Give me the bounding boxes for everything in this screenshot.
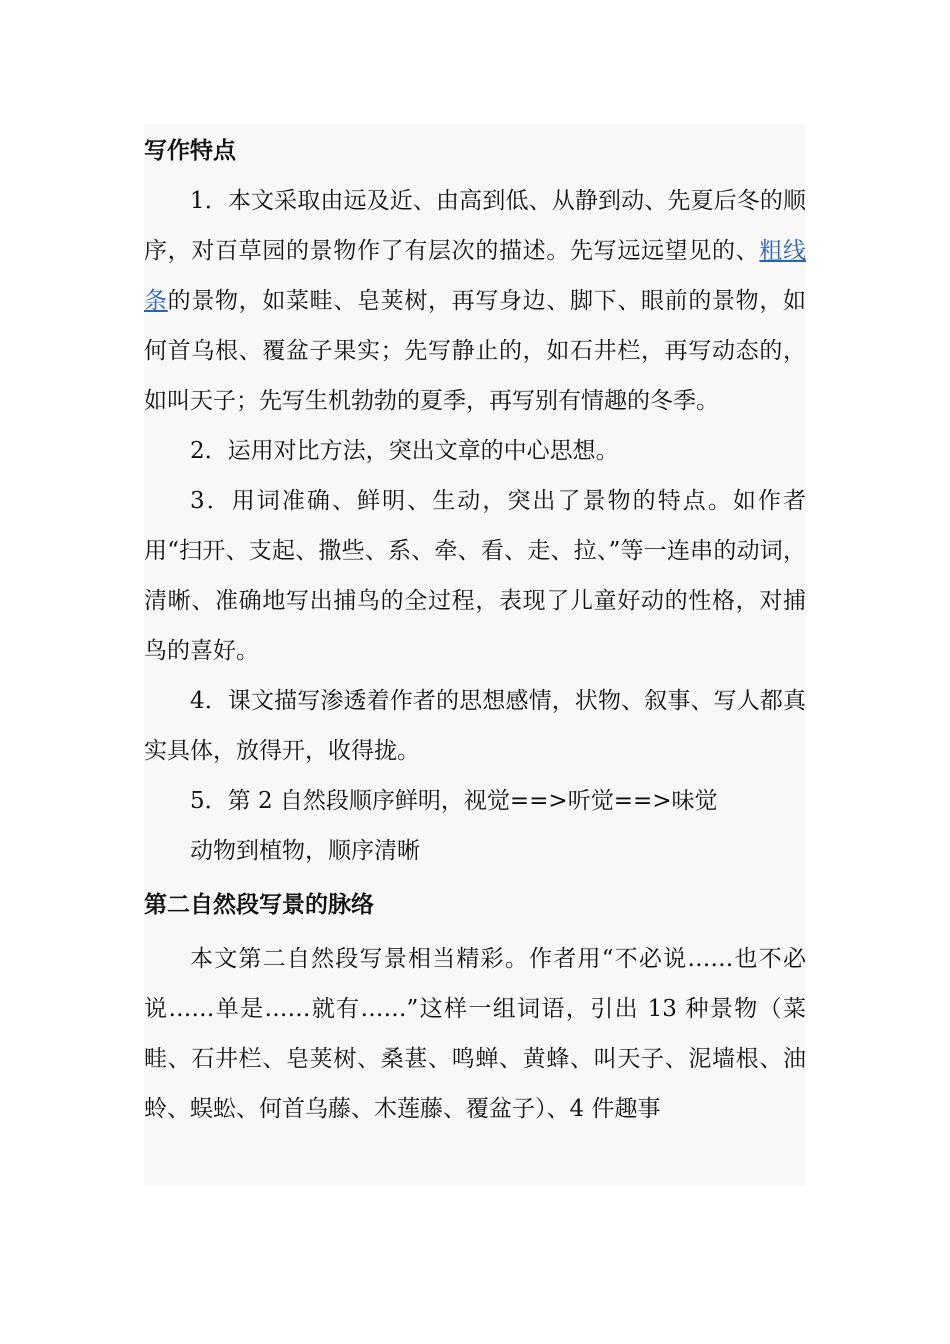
paragraph-point-5: 5．第 2 自然段顺序鲜明，视觉==>听觉==>味觉 [190, 788, 718, 814]
paragraph-scenery-summary: 本文第二自然段写景相当精彩。作者用“不必说……也不必说……单是……就有……”这样一组词语，引出 13 种景物（菜畦、石井栏、皂荚树、桑葚、鸣蝉、黄蜂、叫天子、泥墙根、油蛉、蜈蚣、何首乌藤、木莲藤、覆盆子）、4 件趣事 [144, 946, 806, 1122]
bold-lines-link[interactable]: 粗线条 [144, 238, 806, 314]
paragraph-point-1 [144, 176, 806, 426]
paragraph-point-4: 4．课文描写渗透着作者的思想感情，状物、叙事、写人都真实具体，放得开，收得拢。 [144, 688, 806, 764]
paragraph-point-5-extra: 动物到植物，顺序清晰 [190, 838, 420, 864]
point-1-text-after: 的景物，如菜畦、皂荚树，再写身边、脚下、眼前的景物，如何首乌根、覆盆子果实；先写静止的，如石井栏，再写动态的，如叫天子；先写生机勃勃的夏季，再写别有情趣的冬季。 [144, 288, 806, 414]
paragraph-point-2: 2．运用对比方法，突出文章的中心思想。 [190, 438, 619, 464]
paragraph-point-3: 3．用词准确、鲜明、生动，突出了景物的特点。如作者用“扫开、支起、撒些、系、牵、看、走、拉、”等一连串的动词，清晰、准确地写出捕鸟的全过程，表现了儿童好动的性格，对捕鸟的喜好。 [144, 488, 806, 664]
section-heading-paragraph-two-structure: 第二自然段写景的脉络 [144, 892, 374, 918]
section-heading-writing-features: 写作特点 [144, 138, 236, 164]
document-page [144, 124, 806, 1186]
point-1-text-before: 1．本文采取由远及近、由高到低、从静到动、先夏后冬的顺序，对百草园的景物作了有层次的描述。先写远远望见的、 [144, 188, 806, 264]
